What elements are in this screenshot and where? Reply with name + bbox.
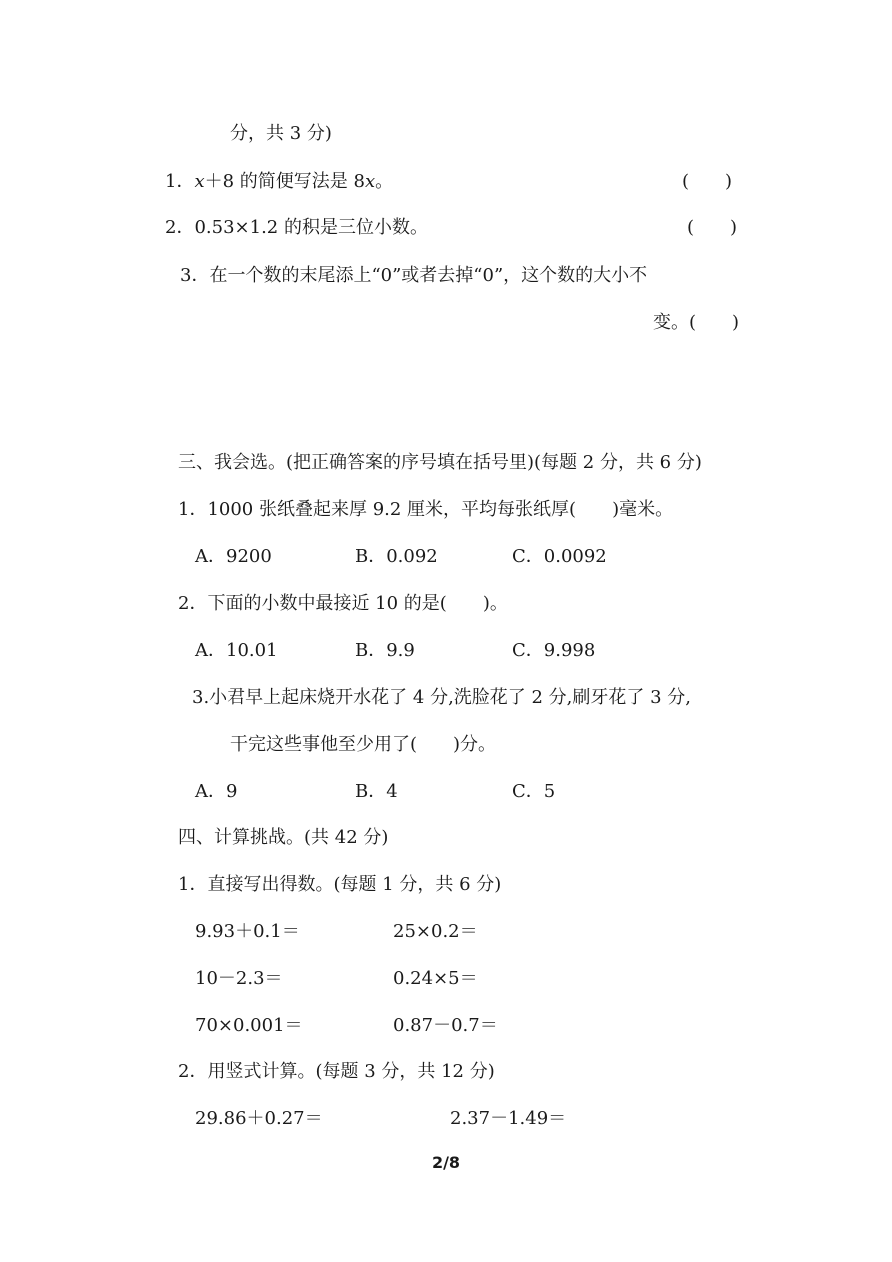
choice-question-1: 1．1000 张纸叠起来厚 9.2 厘米，平均每张纸厚( )毫米。 <box>178 499 674 520</box>
choice-2-option-b[interactable]: B．9.9 <box>355 640 415 661</box>
mental-math-item[interactable]: 25×0.2＝ <box>393 921 478 942</box>
mental-math-item[interactable]: 0.87－0.7＝ <box>393 1015 498 1036</box>
choice-1-option-a[interactable]: A．9200 <box>195 546 272 567</box>
choice-question-2: 2．下面的小数中最接近 10 的是( )。 <box>178 593 508 614</box>
mental-math-item[interactable]: 10－2.3＝ <box>195 968 283 989</box>
calc-section-title: 四、计算挑战。(共 42 分) <box>178 827 389 848</box>
choice-2-option-c[interactable]: C．9.998 <box>512 640 596 661</box>
mental-math-item[interactable]: 70×0.001＝ <box>195 1015 303 1036</box>
choice-3-option-a[interactable]: A．9 <box>195 781 238 802</box>
tf-question-2: 2．0.53×1.2 的积是三位小数。 <box>165 217 428 238</box>
section-header-continuation: 分，共 3 分) <box>230 123 332 144</box>
answer-bracket-2[interactable]: ( ) <box>687 217 738 238</box>
calc-subsection-2-title: 2．用竖式计算。(每题 3 分，共 12 分) <box>178 1061 495 1082</box>
variable-x: x <box>194 171 205 192</box>
choice-3-option-c[interactable]: C．5 <box>512 781 556 802</box>
choice-1-option-b[interactable]: B．0.092 <box>355 546 438 567</box>
answer-bracket-1[interactable]: ( ) <box>682 171 733 192</box>
choice-question-3-line2: 干完这些事他至少用了( )分。 <box>230 734 497 755</box>
choice-section-title: 三、我会选。(把正确答案的序号填在括号里)(每题 2 分，共 6 分) <box>178 452 702 473</box>
tf-question-3-line1: 3．在一个数的末尾添上“0”或者去掉“0”，这个数的大小不 <box>180 265 648 286</box>
mental-math-item[interactable]: 9.93＋0.1＝ <box>195 921 300 942</box>
choice-1-option-c[interactable]: C．0.0092 <box>512 546 607 567</box>
tf-question-1 <box>165 170 393 194</box>
vertical-calc-item[interactable]: 2.37－1.49＝ <box>450 1108 567 1129</box>
choice-question-3-line1: 3.小君早上起床烧开水花了 4 分,洗脸花了 2 分,刷牙花了 3 分, <box>192 687 692 708</box>
tf-question-3-line2[interactable]: 变。( ) <box>653 312 740 333</box>
page-number: 2/8 <box>431 1153 461 1172</box>
tf-question-1-suffix: 。 <box>375 171 394 192</box>
choice-2-option-a[interactable]: A．10.01 <box>195 640 278 661</box>
tf-question-1-prefix: 1． <box>165 171 195 192</box>
vertical-calc-item[interactable]: 29.86＋0.27＝ <box>195 1108 323 1129</box>
choice-3-option-b[interactable]: B．4 <box>355 781 398 802</box>
calc-subsection-1-title: 1．直接写出得数。(每题 1 分，共 6 分) <box>178 874 502 895</box>
variable-x: x <box>364 171 376 192</box>
tf-question-1-middle: ＋8 的简便写法是 8 <box>204 171 365 192</box>
mental-math-item[interactable]: 0.24×5＝ <box>393 968 478 989</box>
